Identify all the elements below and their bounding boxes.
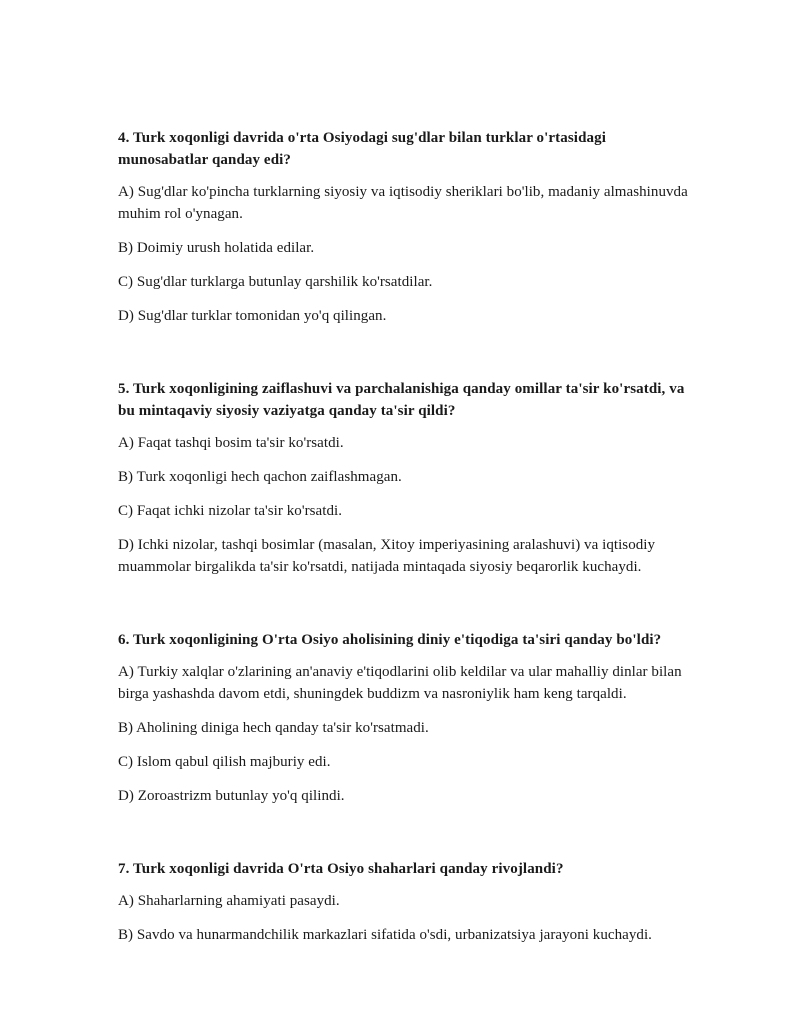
answer-option-a: A) Sug'dlar ko'pincha turklarning siyosiy va iqtisodiy sheriklari bo'lib, madaniy almashinuvda muhim rol o'ynagan. bbox=[118, 184, 688, 222]
question-title: 6. Turk xoqonligining O'rta Osiyo aholisining diniy e'tiqodiga ta'siri qanday bo'ldi? bbox=[118, 632, 662, 648]
document-page bbox=[118, 127, 698, 958]
question-7 bbox=[118, 858, 698, 946]
question-6 bbox=[118, 629, 698, 807]
question-title: 4. Turk xoqonligi davrida o'rta Osiyodagi sug'dlar bilan turklar o'rtasidagi munosabatlar qanday edi? bbox=[118, 130, 606, 168]
answer-option-d: D) Zoroastrizm butunlay yo'q qilindi. bbox=[118, 788, 345, 804]
answer-option-c: C) Faqat ichki nizolar ta'sir ko'rsatdi. bbox=[118, 503, 343, 519]
question-title: 5. Turk xoqonligining zaiflashuvi va parchalanishiga qanday omillar ta'sir ko'rsatdi, va bu mintaqaviy siyosiy vaziyatga qanday ta'sir qildi? bbox=[118, 381, 685, 419]
answer-option-b: B) Aholining diniga hech qanday ta'sir ko'rsatmadi. bbox=[118, 720, 429, 736]
answer-option-a: A) Faqat tashqi bosim ta'sir ko'rsatdi. bbox=[118, 435, 344, 451]
answer-option-b: B) Turk xoqonligi hech qachon zaiflashmagan. bbox=[118, 469, 402, 485]
question-5 bbox=[118, 378, 698, 578]
question-title: 7. Turk xoqonligi davrida O'rta Osiyo shaharlari qanday rivojlandi? bbox=[118, 861, 564, 877]
answer-option-a: A) Shaharlarning ahamiyati pasaydi. bbox=[118, 893, 340, 909]
answer-option-d: D) Sug'dlar turklar tomonidan yo'q qilingan. bbox=[118, 308, 387, 324]
answer-option-d: D) Ichki nizolar, tashqi bosimlar (masalan, Xitoy imperiyasining aralashuvi) va iqtisodiy muammolar birgalikda ta'sir ko'rsatdi, natijada mintaqada siyosiy beqarorlik kuchaydi. bbox=[118, 537, 656, 575]
answer-option-b: B) Doimiy urush holatida edilar. bbox=[118, 240, 315, 256]
answer-option-c: C) Sug'dlar turklarga butunlay qarshilik ko'rsatdilar. bbox=[118, 274, 433, 290]
question-4 bbox=[118, 127, 698, 327]
answer-option-a: A) Turkiy xalqlar o'zlarining an'anaviy e'tiqodlarini olib keldilar va ular mahalliy dinlar bilan birga yashashda davom etdi, shuningdek buddizm va nasroniylik ham keng tarqaldi. bbox=[118, 664, 682, 702]
answer-option-c: C) Islom qabul qilish majburiy edi. bbox=[118, 754, 331, 770]
answer-option-b: B) Savdo va hunarmandchilik markazlari sifatida o'sdi, urbanizatsiya jarayoni kuchaydi. bbox=[118, 927, 652, 943]
